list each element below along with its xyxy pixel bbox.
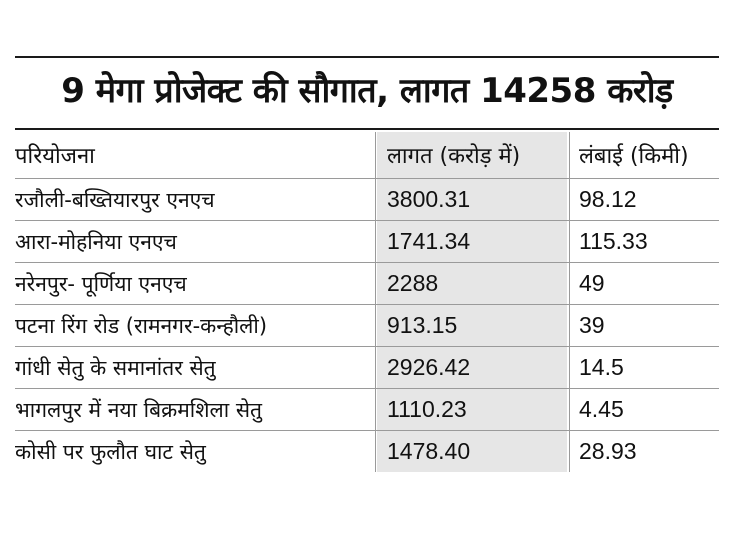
project-name: रजौली-बख्तियारपुर एनएच xyxy=(15,187,215,212)
column-divider xyxy=(569,221,570,262)
project-name: गांधी सेतु के समानांतर सेतु xyxy=(15,355,216,380)
project-length: 39 xyxy=(579,312,605,338)
project-name: पटना रिंग रोड (रामनगर-कन्हौली) xyxy=(15,313,268,338)
column-divider xyxy=(375,132,376,178)
column-divider xyxy=(569,263,570,304)
top-rule xyxy=(15,56,719,58)
column-divider xyxy=(569,179,570,220)
table-row xyxy=(15,221,719,263)
column-divider xyxy=(569,431,570,472)
project-cost: 2288 xyxy=(377,263,567,304)
table-row xyxy=(15,305,719,347)
project-length: 115.33 xyxy=(579,228,648,254)
project-name: आरा-मोहनिया एनएच xyxy=(15,229,177,254)
column-divider xyxy=(569,389,570,430)
table-row xyxy=(15,347,719,389)
column-divider xyxy=(375,263,376,304)
column-divider xyxy=(375,347,376,388)
project-cost: 1741.34 xyxy=(377,221,567,262)
column-divider xyxy=(569,347,570,388)
column-divider xyxy=(569,305,570,346)
column-divider xyxy=(569,132,570,178)
project-cost: 913.15 xyxy=(377,305,567,346)
header-cost: लागत (करोड़ में) xyxy=(377,132,567,178)
column-divider xyxy=(375,431,376,472)
project-length: 98.12 xyxy=(579,186,637,212)
header-length: लंबाई (किमी) xyxy=(579,144,689,169)
project-name: नरेनपुर- पूर्णिया एनएच xyxy=(15,271,187,296)
project-length: 4.45 xyxy=(579,396,624,422)
project-length: 28.93 xyxy=(579,438,637,464)
project-cost: 3800.31 xyxy=(377,179,567,220)
table-row xyxy=(15,179,719,221)
table-row xyxy=(15,431,719,472)
project-length: 49 xyxy=(579,270,605,296)
column-divider xyxy=(375,221,376,262)
project-name: भागलपुर में नया बिक्रमशिला सेतु xyxy=(15,397,262,422)
project-cost: 1478.40 xyxy=(377,431,567,472)
table-row xyxy=(15,389,719,431)
project-length: 14.5 xyxy=(579,354,624,380)
project-name: कोसी पर फुलौत घाट सेतु xyxy=(15,439,206,464)
column-divider xyxy=(375,305,376,346)
project-cost: 1110.23 xyxy=(377,389,567,430)
table-row xyxy=(15,263,719,305)
column-divider xyxy=(375,179,376,220)
project-cost: 2926.42 xyxy=(377,347,567,388)
title-rule xyxy=(15,128,719,130)
page-title: 9 मेगा प्रोजेक्ट की सौगात, लागत 14258 करोड़ xyxy=(61,71,673,111)
projects-table xyxy=(15,132,719,472)
header-project: परियोजना xyxy=(15,144,95,169)
column-divider xyxy=(375,389,376,430)
table-header-row xyxy=(15,132,719,179)
